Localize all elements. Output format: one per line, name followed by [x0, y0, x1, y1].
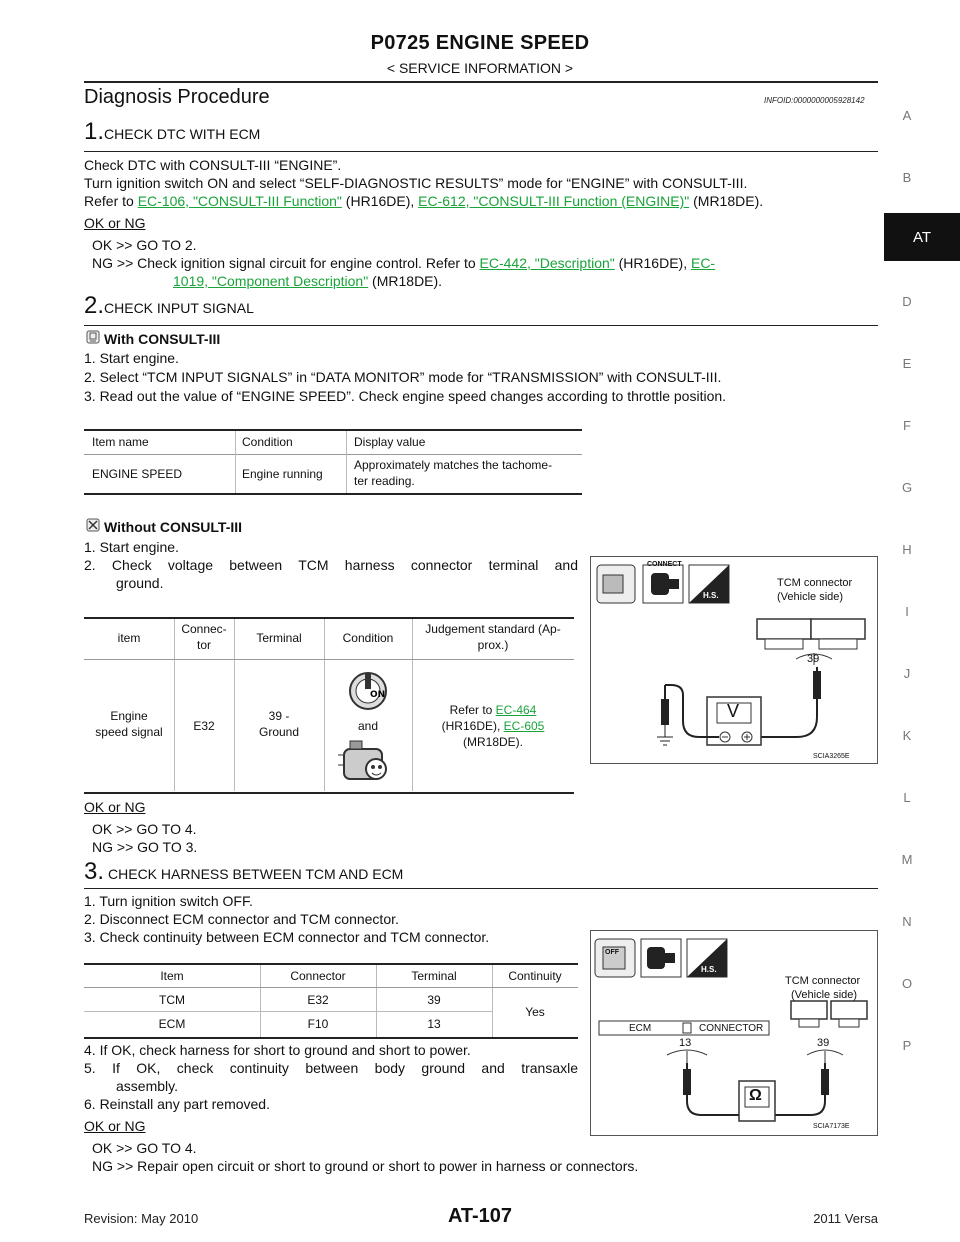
step1-refer-text: Refer to: [84, 193, 138, 209]
side-index-h[interactable]: H: [902, 542, 912, 557]
table1-h-display: Display value: [354, 435, 426, 449]
fig2-connector: CONNECTOR: [699, 1023, 764, 1034]
table2: [84, 619, 574, 793]
table2-h-judge-1: Judgement standard (Ap-: [425, 622, 561, 636]
table2-r-ref-2: [412, 719, 574, 733]
table2-r-ref-3: (MR18DE).: [462, 735, 523, 749]
step3-step-5: 5. If OK, check continuity between body ground and transaxle: [84, 1060, 578, 1076]
step3-ok-or-ng: OK or NG: [84, 1118, 146, 1134]
table1-r-display-2: ter reading.: [354, 474, 415, 488]
table2-r-term-2: Ground: [258, 725, 300, 739]
table3-r2-item: ECM: [158, 1017, 186, 1031]
with-step-3: 3. Read out the value of “ENGINE SPEED”. Check engine speed changes according to throttle position.: [84, 388, 727, 404]
without-step-1: 1. Start engine.: [84, 539, 179, 555]
table3-r1-terminal: 39: [427, 993, 441, 1007]
table1-bottom-rule: [84, 493, 582, 495]
with-step-2: 2. Select “TCM INPUT SIGNALS” in “DATA MONITOR” mode for “TRANSMISSION” with CONSULT-III.: [84, 369, 722, 385]
step1-ok-or-ng: OK or NG: [84, 215, 146, 231]
step1-ng-hr16de: (HR16DE),: [614, 255, 691, 271]
side-index-f[interactable]: F: [903, 418, 911, 433]
side-index-e[interactable]: E: [902, 356, 912, 371]
side-index-i[interactable]: I: [905, 604, 909, 619]
fig2-ecm: ECM: [629, 1023, 652, 1034]
fig2-ohmmeter: Ω: [749, 1087, 762, 1104]
fig2-pin-39: 39: [817, 1037, 830, 1049]
table3-continuity: Yes: [525, 1005, 545, 1019]
table3-r2-connector: F10: [307, 1017, 329, 1031]
header-rule: [84, 81, 878, 83]
table2-h-conn-2: tor: [196, 638, 211, 652]
section-breadcrumb: < SERVICE INFORMATION >: [386, 60, 574, 76]
link-ec-1019-a[interactable]: EC-: [690, 255, 716, 271]
step3-title: CHECK HARNESS BETWEEN TCM AND ECM: [108, 866, 404, 882]
table2-r-connector: E32: [193, 719, 215, 733]
fig1-pin-39: 39: [807, 653, 820, 665]
step2-title: CHECK INPUT SIGNAL: [104, 300, 254, 316]
with-step-1: 1. Start engine.: [84, 350, 179, 366]
table2-r-item-1: Engine: [110, 709, 148, 723]
table1-r-item: ENGINE SPEED: [92, 467, 183, 481]
table3-header-rule: [84, 987, 578, 988]
table2-refer-text: Refer to: [449, 703, 496, 717]
side-index-j[interactable]: J: [903, 666, 911, 681]
footer-model: 2011 Versa: [813, 1211, 878, 1226]
table3-bottom-rule: [84, 1037, 578, 1039]
info-id: INFOID:0000000005928142: [764, 96, 865, 105]
step1-rule: [84, 151, 878, 152]
side-index-m[interactable]: M: [901, 852, 913, 867]
table3-r2-terminal: 13: [427, 1017, 441, 1031]
figure-continuity: [590, 930, 878, 1136]
table2-h-condition: Condition: [342, 631, 394, 645]
side-index-g[interactable]: G: [901, 480, 913, 495]
step2-rule: [84, 325, 878, 326]
fig1-vehicle-side: (Vehicle side): [777, 591, 844, 603]
step1-heading: [84, 118, 260, 146]
without-consult-label: Without CONSULT-III: [104, 519, 243, 535]
side-index-p[interactable]: P: [902, 1038, 912, 1053]
section-title: Diagnosis Procedure: [84, 86, 270, 108]
step3-heading: [84, 858, 403, 886]
footer-page-number: AT-107: [447, 1205, 513, 1227]
side-index-at-active[interactable]: AT: [884, 213, 960, 261]
step1-ng: [92, 254, 715, 272]
step1-line2: Turn ignition switch ON and select “SELF-DIAGNOSTIC RESULTS” mode for “ENGINE” with CONSULT-III.: [84, 175, 748, 191]
fig2-pin-13: 13: [679, 1037, 692, 1049]
step2-ng: NG >> GO TO 3.: [92, 839, 198, 855]
with-consult-label: With CONSULT-III: [104, 331, 221, 347]
step1-ng-mr18de: (MR18DE).: [368, 273, 443, 289]
table2-h-terminal: Terminal: [256, 631, 302, 645]
table2-h-item: item: [117, 631, 141, 645]
table2-r-ref-1: [412, 703, 574, 717]
svg-text:ON: ON: [370, 690, 386, 700]
step2-heading: [84, 292, 254, 320]
fig1-connect: CONNECT: [647, 561, 682, 568]
table3-h-continuity: Continuity: [508, 969, 562, 983]
step1-hr16de: (HR16DE),: [341, 193, 419, 209]
step3-step-3: 3. Check continuity between ECM connector and TCM connector.: [84, 929, 490, 945]
fig2-vehicle-side: (Vehicle side): [791, 989, 858, 1001]
link-ec-464[interactable]: EC-464: [495, 703, 537, 717]
fig2-off: OFF: [605, 949, 619, 956]
step3-step-4: 4. If OK, check harness for short to ground and short to power.: [84, 1042, 471, 1058]
table2-r-term-1: 39 -: [268, 709, 290, 723]
side-index-d[interactable]: D: [902, 294, 912, 309]
step2-ok-or-ng: OK or NG: [84, 799, 146, 815]
consult-without-icon: [86, 518, 100, 532]
step1-ok: OK >> GO TO 2.: [92, 237, 197, 253]
link-ec-106[interactable]: EC-106, "CONSULT-III Function": [137, 193, 342, 209]
table2-bottom-rule: [84, 792, 574, 794]
step1-line3: [84, 192, 763, 210]
table1-h-condition: Condition: [242, 435, 293, 449]
fig1-code: SCIA3265E: [813, 753, 850, 760]
table1-h-item: Item name: [92, 435, 149, 449]
step2-number: 2.: [84, 292, 105, 319]
engine-running-icon: [336, 735, 400, 789]
table2-r-and: and: [357, 719, 379, 733]
table3-r1-item: TCM: [159, 993, 185, 1007]
table1-r-display-1: Approximately matches the tachome-: [354, 458, 553, 472]
table2-r-item-2: speed signal: [95, 725, 163, 739]
side-index-o[interactable]: O: [901, 976, 913, 991]
fig2-hs: H.S.: [701, 965, 717, 974]
table2-hr16de: (HR16DE),: [441, 719, 504, 733]
link-ec-1019-b[interactable]: 1019, "Component Description": [173, 273, 369, 289]
page-title: P0725 ENGINE SPEED: [370, 32, 590, 54]
step3-step-2: 2. Disconnect ECM connector and TCM connector.: [84, 911, 399, 927]
figure-tcm-voltage: [590, 556, 878, 764]
fig1-hs: H.S.: [703, 591, 719, 600]
link-ec-605[interactable]: EC-605: [503, 719, 545, 733]
fig2-code: SCIA7173E: [813, 1123, 850, 1130]
step3-number: 3.: [84, 858, 105, 885]
link-ec-442[interactable]: EC-442, "Description": [479, 255, 615, 271]
step1-number: 1.: [84, 118, 105, 145]
table3: [84, 965, 578, 1037]
table-row: [84, 455, 582, 493]
side-index-b[interactable]: B: [902, 170, 912, 185]
step1-ng-text: NG >> Check ignition signal circuit for engine control. Refer to: [92, 255, 480, 271]
step3-step-5-cont: assembly.: [116, 1078, 178, 1094]
step3-rule: [84, 888, 878, 889]
step1-line1: Check DTC with CONSULT-III “ENGINE”.: [84, 157, 342, 173]
table1-header: [84, 431, 582, 453]
step1-mr18de: (MR18DE).: [689, 193, 764, 209]
without-step-2-cont: ground.: [116, 575, 164, 591]
table2-h-conn-1: Connec-: [181, 622, 227, 636]
table3-h-connector: Connector: [290, 969, 346, 983]
step3-step-1: 1. Turn ignition switch OFF.: [84, 893, 253, 909]
side-index-l[interactable]: L: [903, 790, 911, 805]
consult-with-icon: [86, 330, 100, 344]
table3-row-rule: [84, 1011, 492, 1012]
step1-title: CHECK DTC WITH ECM: [104, 126, 261, 142]
fig2-tcm-connector: TCM connector: [785, 975, 861, 987]
footer-revision: Revision: May 2010: [84, 1211, 199, 1226]
fig1-tcm-connector: TCM connector: [777, 577, 853, 589]
link-ec-612[interactable]: EC-612, "CONSULT-III Function (ENGINE)": [418, 193, 690, 209]
side-index-a[interactable]: A: [902, 108, 912, 123]
fig1-voltmeter: V: [727, 701, 740, 721]
side-index-k[interactable]: K: [902, 728, 912, 743]
table3-h-terminal: Terminal: [411, 969, 457, 983]
step3-step-6: 6. Reinstall any part removed.: [84, 1096, 270, 1112]
side-index-n[interactable]: N: [902, 914, 912, 929]
table1-r-condition: Engine running: [242, 467, 323, 481]
step2-ok: OK >> GO TO 4.: [92, 821, 197, 837]
table2-h-judge-2: prox.): [477, 638, 509, 652]
table3-h-item: Item: [160, 969, 184, 983]
step3-ng: NG >> Repair open circuit or short to ground or short to power in harness or connectors.: [92, 1158, 639, 1174]
without-step-2: 2. Check voltage between TCM harness connector terminal and: [84, 557, 578, 573]
table2-header-rule: [84, 659, 574, 660]
step3-ok: OK >> GO TO 4.: [92, 1140, 197, 1156]
step1-ng-cont: [173, 272, 442, 290]
table3-r1-connector: E32: [307, 993, 329, 1007]
ignition-on-icon: [340, 667, 396, 717]
